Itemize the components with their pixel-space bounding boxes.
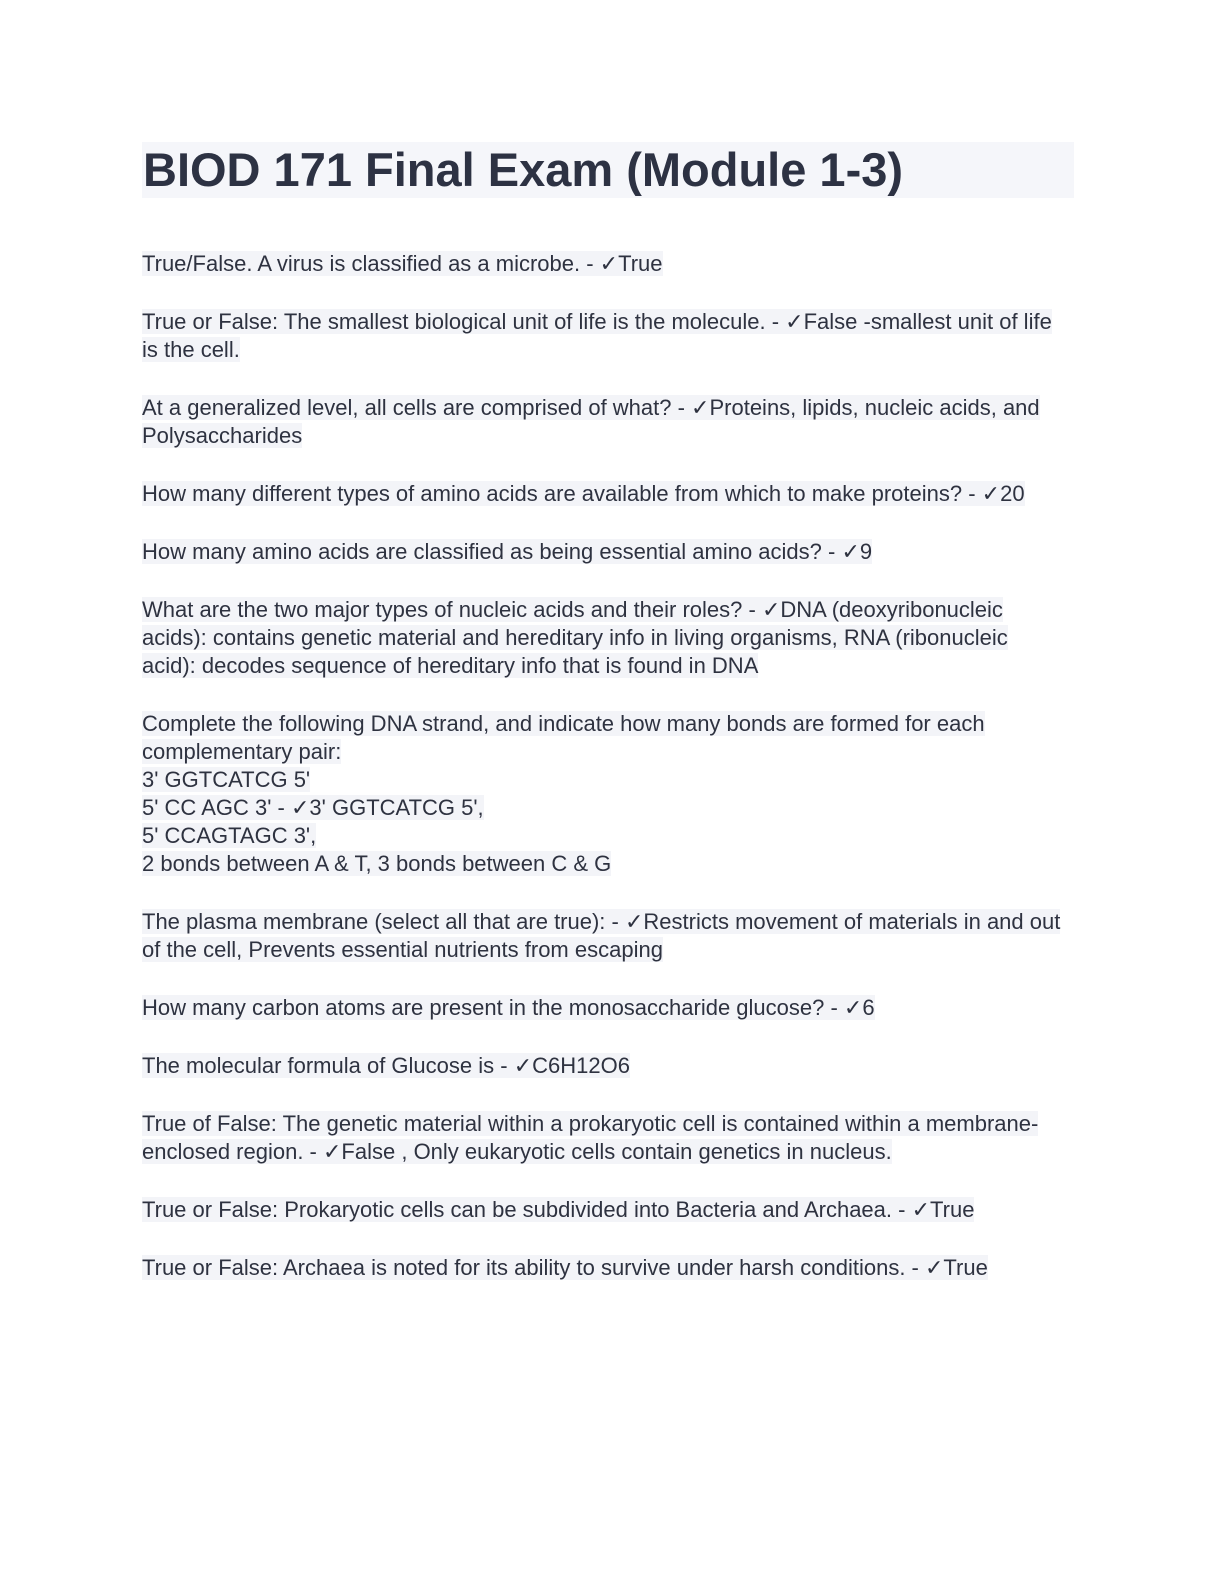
qa-item-8 — [142, 994, 1067, 1022]
dna-line: 2 bonds between A & T, 3 bonds between C & G — [142, 851, 612, 876]
qa-text: True/False. A virus is classified as a microbe. - ✓True — [142, 251, 663, 276]
dna-line: 3' GGTCATCG 5' — [142, 767, 311, 792]
qa-item-11 — [142, 1196, 1067, 1224]
qa-text: How many different types of amino acids are available from which to make proteins? - ✓20 — [142, 481, 1025, 506]
qa-item-1 — [142, 250, 1067, 278]
dna-line: 5' CC AGC 3' - ✓3' GGTCATCG 5', — [142, 795, 484, 820]
qa-text: The molecular formula of Glucose is - ✓C6H12O6 — [142, 1053, 630, 1078]
qa-item-6 — [142, 596, 1067, 680]
qa-text: True or False: Archaea is noted for its ability to survive under harsh conditions. - ✓True — [142, 1255, 988, 1280]
page-title: BIOD 171 Final Exam (Module 1-3) — [142, 142, 1074, 198]
qa-item-7 — [142, 908, 1067, 964]
qa-item-12 — [142, 1254, 1067, 1282]
qa-item-3 — [142, 394, 1067, 450]
dna-line: 5' CCAGTAGC 3', — [142, 823, 317, 848]
qa-text: At a generalized level, all cells are comprised of what? - ✓Proteins, lipids, nucleic acids, and Polysaccharides — [142, 395, 1040, 448]
qa-text: True or False: Prokaryotic cells can be subdivided into Bacteria and Archaea. - ✓True — [142, 1197, 975, 1222]
qa-item-10 — [142, 1110, 1067, 1166]
document-page — [142, 142, 1074, 1312]
qa-text: How many carbon atoms are present in the monosaccharide glucose? - ✓6 — [142, 995, 875, 1020]
qa-item-9 — [142, 1052, 1067, 1080]
dna-line: Complete the following DNA strand, and indicate how many bonds are formed for each complementary pair: — [142, 711, 985, 764]
qa-text: What are the two major types of nucleic acids and their roles? - ✓DNA (deoxyribonucleic acids): contains genetic material and hereditary info in living organisms, RNA (ribonucleic acid): decodes sequence of hereditary info that is found in DNA — [142, 597, 1008, 678]
qa-item-dna-strand — [142, 710, 1067, 878]
qa-text: The plasma membrane (select all that are true): - ✓Restricts movement of materials in and out of the cell, Prevents essential nutrients from escaping — [142, 909, 1061, 962]
qa-item-2 — [142, 308, 1067, 364]
qa-text: True of False: The genetic material within a prokaryotic cell is contained within a membrane-enclosed region. - ✓False , Only eukaryotic cells contain genetics in nucleus. — [142, 1111, 1039, 1164]
qa-text: How many amino acids are classified as being essential amino acids? - ✓9 — [142, 539, 873, 564]
qa-text: True or False: The smallest biological unit of life is the molecule. - ✓False -smallest unit of life is the cell. — [142, 309, 1052, 362]
qa-item-4 — [142, 480, 1067, 508]
qa-item-5 — [142, 538, 1067, 566]
